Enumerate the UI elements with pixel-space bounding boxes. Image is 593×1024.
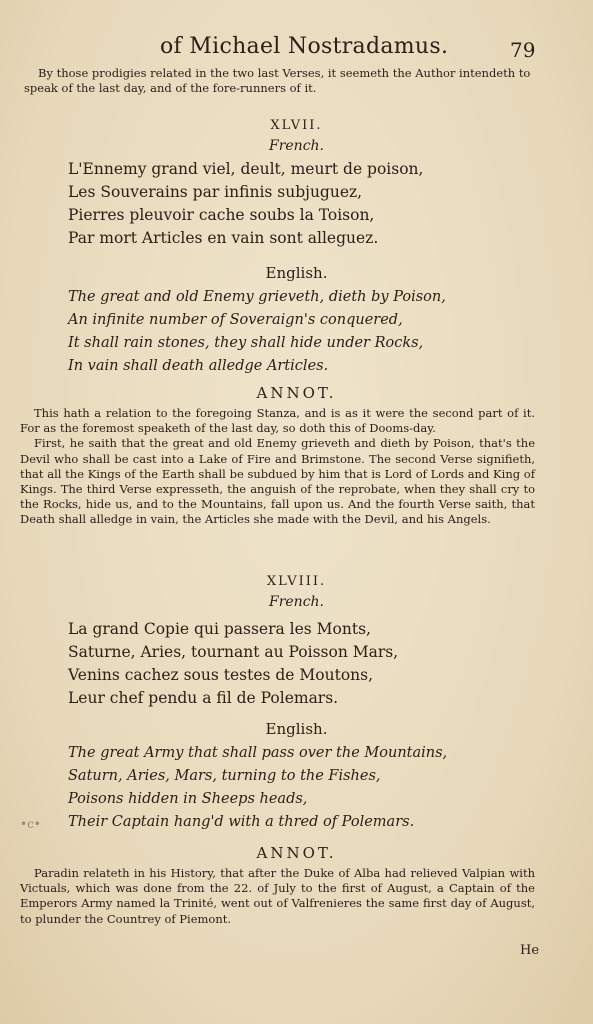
verse-line: Venins cachez sous testes de Moutons,: [68, 666, 374, 684]
annotation-paragraph: [20, 866, 535, 927]
verse-line: Saturn, Aries, Mars, turning to the Fishes,: [68, 768, 381, 784]
annotation-text: Paradin relateth in his History, that after the Duke of Alba had relieved Valpian with Victuals, which was done from the 22. of July to the first of August, a Captain of the Emperors Army named la Trinité, went out of Valfrenieres the same first day of August, to plunder the Countrey of Piemont.: [20, 866, 535, 926]
verse-line: Their Captain hang'd with a thred of Polemars.: [68, 814, 415, 830]
english-verse: [68, 742, 488, 834]
catchword: He: [520, 943, 540, 958]
annotation-text: First, he saith that the great and old Enemy grieveth and dieth by Poison, that's the Devil who shall be cast into a Lake of Fire and Brimstone. The second Verse signifieth, that all the Kings of the Earth shall be subdued by him that is Lord of Lords and King of Kings. The third Verse expresseth, the anguish of the reprobate, when they shall cry to the Rocks, hide us, and to the Mountains, fall upon us. And the fourth Verse saith, that Death shall alledge in vain, the Articles she made with the Devil, and his Angels.: [20, 436, 535, 527]
french-label: French.: [268, 138, 324, 154]
verse-line: Leur chef pendu a fil de Polemars.: [68, 689, 339, 707]
margin-mark: •c•: [20, 817, 41, 831]
stanza-number: XLVIII.: [266, 574, 327, 589]
stanza-number: XLVII.: [270, 118, 323, 133]
verse-line: In vain shall death alledge Articles.: [68, 358, 329, 374]
annot-heading: ANNOT.: [256, 844, 337, 862]
verse-line: An infinite number of Soveraign's conquered,: [68, 312, 403, 328]
verse-line: The great Army that shall pass over the Mountains,: [68, 745, 448, 761]
annotation-text: This hath a relation to the foregoing Stanza, and is as it were the second part of it. For as the foremost speaketh of the last day, so doth this of Dooms-day.: [20, 406, 535, 436]
french-verse: [68, 158, 488, 250]
verse-line: L'Ennemy grand viel, deult, meurt de poison,: [68, 160, 424, 178]
intro-text: By those prodigies related in the two last Verses, it seemeth the Author intendeth to speak of the last day, and of the fore-runners of it.: [24, 66, 531, 95]
annotation-paragraph: [20, 406, 535, 528]
verse-line: La grand Copie qui passera les Monts,: [68, 620, 371, 638]
english-verse: [68, 286, 488, 378]
verse-line: Par mort Articles en vain sont alleguez.: [68, 229, 379, 247]
running-header: [0, 34, 593, 64]
verse-line: The great and old Enemy grieveth, dieth by Poison,: [68, 289, 446, 305]
verse-line: Saturne, Aries, tournant au Poisson Mars,: [68, 643, 399, 661]
verse-line: Pierres pleuvoir cache soubs la Toison,: [68, 206, 375, 224]
annot-heading: ANNOT.: [256, 384, 337, 402]
running-title: of Michael Nostradamus.: [160, 34, 449, 59]
english-label: English.: [265, 264, 328, 282]
verse-line: Poisons hidden in Sheeps heads,: [68, 791, 308, 807]
verse-line: Les Souverains par infinis subjuguez,: [68, 183, 363, 201]
intro-paragraph: [24, 66, 539, 96]
french-label: French.: [268, 594, 324, 610]
french-verse: [68, 618, 488, 710]
page-number: 79: [510, 38, 536, 62]
english-label: English.: [265, 720, 328, 738]
verse-line: It shall rain stones, they shall hide under Rocks,: [68, 335, 424, 351]
